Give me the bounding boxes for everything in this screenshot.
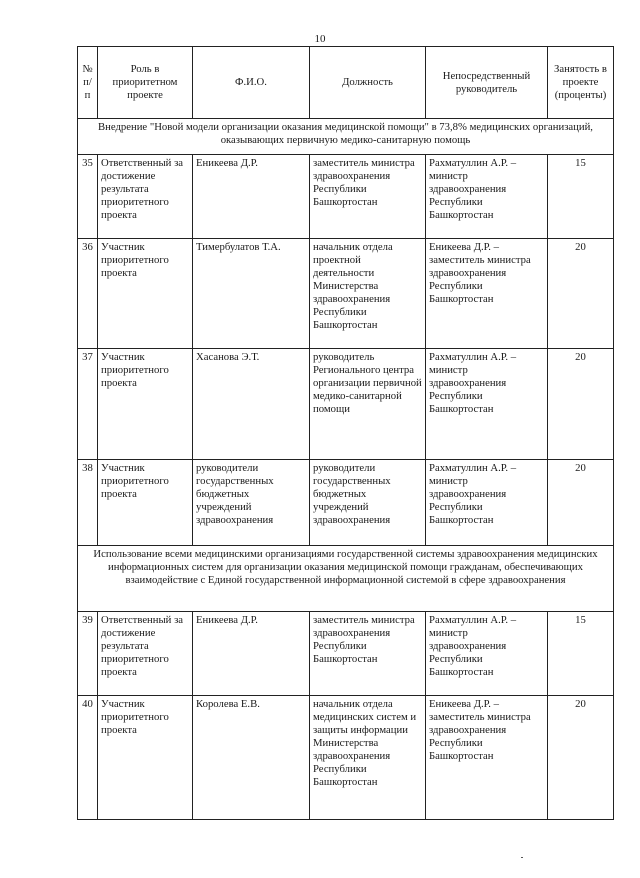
row-load: 20 xyxy=(548,239,614,349)
row-role: Ответственный за достижение результата приоритетного проекта xyxy=(98,612,193,696)
project-roles-table xyxy=(77,46,614,820)
row-position: начальник отдела проектной деятельности Министерства здравоохранения Республики Башкортостан xyxy=(310,239,426,349)
row-manager: Еникеева Д.Р. – заместитель министра здравоохранения Республики Башкортостан xyxy=(426,239,548,349)
row-role: Участник приоритетного проекта xyxy=(98,696,193,820)
row-num: 40 xyxy=(78,696,98,820)
scan-speck xyxy=(521,857,523,858)
table-row xyxy=(78,612,614,696)
row-role: Участник приоритетного проекта xyxy=(98,460,193,546)
header-load: Занятость в проекте (проценты) xyxy=(548,47,614,119)
header-manager: Непосредственный руководитель xyxy=(426,47,548,119)
table-row xyxy=(78,696,614,820)
row-load: 20 xyxy=(548,460,614,546)
row-manager: Рахматуллин А.Р. – министр здравоохранения Республики Башкортостан xyxy=(426,155,548,239)
row-num: 35 xyxy=(78,155,98,239)
header-row xyxy=(78,47,614,119)
section-title: Использование всеми медицинскими организациями государственной системы здравоохранения медицинских информационных систем для организации оказания медицинской помощи гражданам, обеспечивающих взаимодействие с Единой государственной информационной системой в сфере здравоохранения xyxy=(78,546,614,612)
row-name: Королева Е.В. xyxy=(193,696,310,820)
row-load: 20 xyxy=(548,349,614,460)
header-name: Ф.И.О. xyxy=(193,47,310,119)
row-name: Тимербулатов Т.А. xyxy=(193,239,310,349)
row-role: Участник приоритетного проекта xyxy=(98,239,193,349)
row-load: 15 xyxy=(548,612,614,696)
row-position: начальник отдела медицинских систем и защиты информации Министерства здравоохранения Республики Башкортостан xyxy=(310,696,426,820)
row-position: заместитель министра здравоохранения Республики Башкортостан xyxy=(310,155,426,239)
row-position: руководитель Регионального центра организации первичной медико-санитарной помощи xyxy=(310,349,426,460)
row-role: Ответственный за достижение результата приоритетного проекта xyxy=(98,155,193,239)
header-num: № п/п xyxy=(78,47,98,119)
row-position: заместитель министра здравоохранения Республики Башкортостан xyxy=(310,612,426,696)
row-manager: Рахматуллин А.Р. – министр здравоохранения Республики Башкортостан xyxy=(426,460,548,546)
page-number: 10 xyxy=(314,33,326,45)
row-load: 15 xyxy=(548,155,614,239)
row-position: руководители государственных бюджетных учреждений здравоохранения xyxy=(310,460,426,546)
row-name: руководители государственных бюджетных учреждений здравоохранения xyxy=(193,460,310,546)
row-num: 39 xyxy=(78,612,98,696)
row-num: 37 xyxy=(78,349,98,460)
row-name: Еникеева Д.Р. xyxy=(193,155,310,239)
table-row xyxy=(78,349,614,460)
row-manager: Еникеева Д.Р. – заместитель министра здравоохранения Республики Башкортостан xyxy=(426,696,548,820)
row-manager: Рахматуллин А.Р. – министр здравоохранения Республики Башкортостан xyxy=(426,349,548,460)
table-row xyxy=(78,460,614,546)
row-role: Участник приоритетного проекта xyxy=(98,349,193,460)
row-load: 20 xyxy=(548,696,614,820)
row-num: 38 xyxy=(78,460,98,546)
section-row xyxy=(78,546,614,612)
row-name: Еникеева Д.Р. xyxy=(193,612,310,696)
row-name: Хасанова Э.Т. xyxy=(193,349,310,460)
table-row xyxy=(78,155,614,239)
header-role: Роль в приоритетном проекте xyxy=(98,47,193,119)
section-title: Внедрение "Новой модели организации оказания медицинской помощи" в 73,8% медицинских организаций, оказывающих первичную медико-санитарную помощь xyxy=(78,119,614,155)
row-num: 36 xyxy=(78,239,98,349)
header-position: Должность xyxy=(310,47,426,119)
table-row xyxy=(78,239,614,349)
row-manager: Рахматуллин А.Р. – министр здравоохранения Республики Башкортостан xyxy=(426,612,548,696)
section-row xyxy=(78,119,614,155)
